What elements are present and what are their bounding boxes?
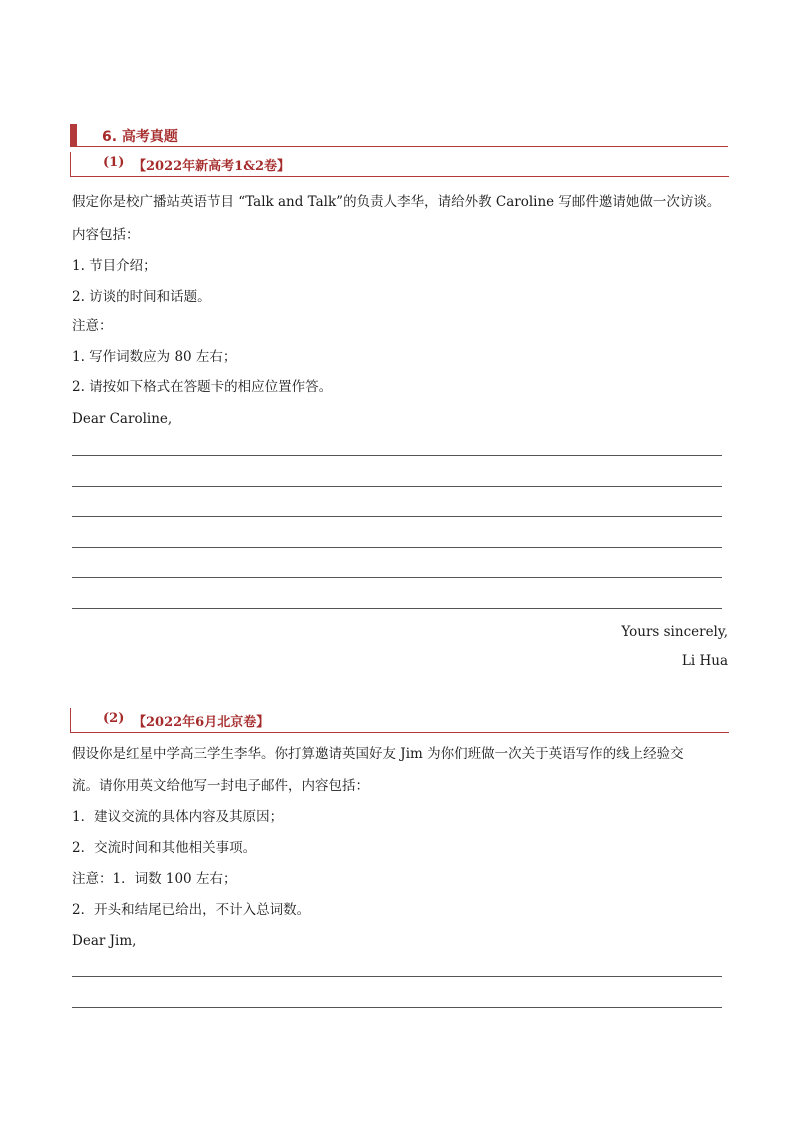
q1-content-item: 2. 访谈的时间和话题。 [72,289,211,305]
q1-writing-line [72,608,722,609]
q1-note-item: 2. 请按如下格式在答题卡的相应位置作答。 [72,379,333,395]
q1-signature: Li Hua [681,653,728,669]
question-2-number: (2) [103,711,125,726]
q1-writing-line [72,577,722,578]
q2-writing-line [72,976,722,977]
q1-note-item: 1. 写作词数应为 80 左右； [72,349,237,365]
question-2-header [70,708,729,733]
q1-closing: Yours sincerely, [621,624,728,640]
q2-content-item: 2．交流时间和其他相关事项。 [72,840,257,856]
q1-content-item: 1. 节目介绍； [72,258,157,274]
q2-note-line: 2．开头和结尾已给出，不计入总词数。 [72,902,311,918]
section-header [70,124,728,147]
question-2-source: 【2022年6月北京卷】 [133,715,270,730]
q2-greeting: Dear Jim, [72,933,137,949]
q1-writing-line [72,486,722,487]
q2-note-line: 注意：1．词数 100 左右； [72,871,237,887]
q1-prompt-line: 假定你是校广播站英语节目 “Talk and Talk”的负责人李华，请给外教 Caroline 写邮件邀请她做一次访谈。 [72,194,721,210]
q1-greeting: Dear Caroline, [72,411,173,427]
q2-writing-line [72,1007,722,1008]
question-1-header [70,152,729,177]
q1-note-heading: 注意： [72,318,113,334]
question-1-source: 【2022年新高考1&2卷】 [133,159,291,174]
q1-content-heading: 内容包括： [72,227,140,243]
question-1-number: (1) [103,155,125,170]
q2-prompt-line: 假设你是红星中学高三学生李华。你打算邀请英国好友 Jim 为你们班做一次关于英语写作的线上经验交 [72,746,684,762]
q1-writing-line [72,547,722,548]
q1-writing-line [72,516,722,517]
q1-writing-line [72,455,722,456]
q2-content-item: 1．建议交流的具体内容及其原因； [72,809,284,825]
section-marker [70,124,77,146]
section-title: 6. 高考真题 [102,129,178,145]
q2-prompt-line: 流。请你用英文给他写一封电子邮件，内容包括： [72,778,369,794]
